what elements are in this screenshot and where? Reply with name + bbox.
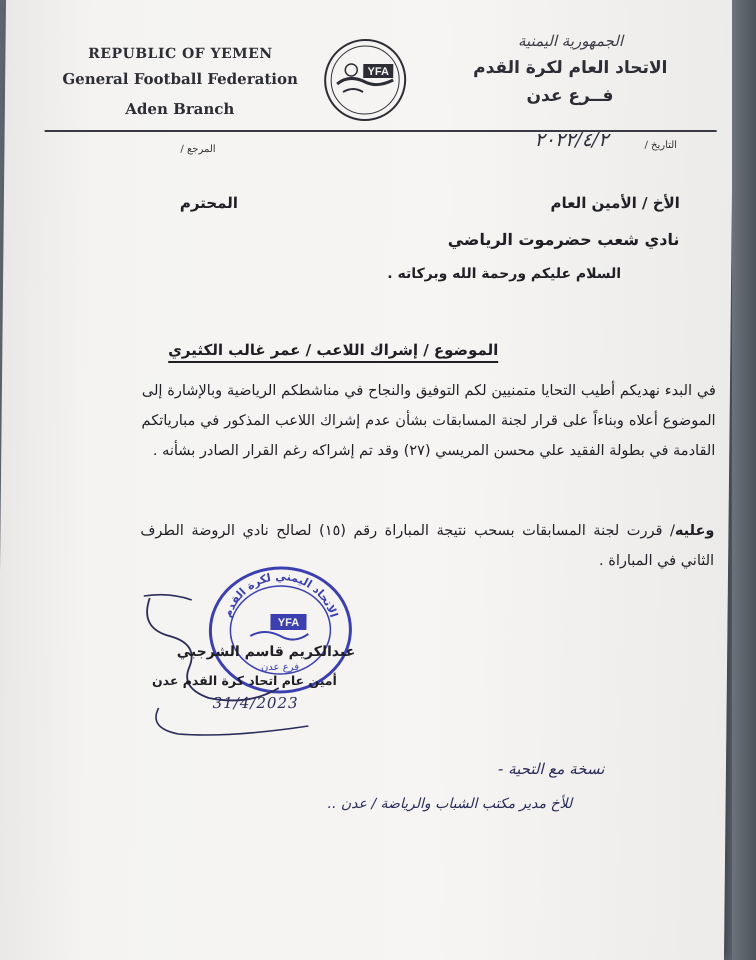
country-name-en: REPUBLIC OF YEMEN: [88, 46, 273, 62]
branch-name-en: Aden Branch: [125, 100, 235, 118]
subject-line: الموضوع / إشراك اللاعب / عمر غالب الكثيري: [168, 341, 498, 363]
paragraph-decision-text: / قررت لجنة المسابقات بسحب نتيجة المباراة رقم (١٥) لصالح نادي الروضة الطرف الثاني في المباراة .: [140, 523, 715, 569]
date-value: ٢٠٢٢/٤/٢: [534, 129, 609, 151]
country-name-ar: الجمهورية اليمنية: [517, 32, 624, 50]
copy-note: نسخة مع التحية -: [497, 760, 605, 778]
yfa-logo-icon: [323, 38, 408, 122]
signatory-title: أمين عام اتحاد كرة القدم عدن: [151, 673, 337, 688]
signature-date: 31/4/2023: [212, 694, 299, 712]
addressee-title: الأخ / الأمين العام: [550, 194, 680, 212]
header-english: [45, 46, 316, 118]
federation-name-ar: الاتحاد العام لكرة القدم: [473, 58, 668, 78]
body-paragraph-1: في البدء نهديكم أطيب التحايا متمنيين لكم التوفيق والنجاح في مناشطكم الرياضية وبالإشارة إلى الموضوع أعلاه وبناءاً على قرار لجنة المسابقات بشأن عدم إشراك اللاعب المذكور في مبارياتكم القادمة في بطولة الفقيد علي محسن المريسي (٢٧) وقد تم إشراكه رغم القرار الصادر بشأنه .: [141, 383, 716, 459]
svg-text:YFA: YFA: [367, 66, 390, 78]
copy-recipient: للأخ مدير مكتب الشباب والرياضة / عدن ..: [327, 796, 573, 812]
header-arabic: [425, 32, 716, 106]
background-edge: [732, 0, 756, 960]
stamp-center-text: YFA: [277, 617, 300, 629]
handwritten-signature-icon: [128, 588, 330, 748]
addressee-honorific: المحترم: [179, 194, 239, 212]
date-label: التاريخ /: [644, 140, 678, 151]
reference-label: المرجع /: [180, 144, 216, 155]
federation-name-en: General Football Federation: [62, 70, 299, 88]
greeting: السلام عليكم ورحمة الله وبركاته .: [387, 266, 622, 282]
header-divider: [45, 130, 717, 132]
stamp-ring-text: الاتحاد اليمني لكرة القدم: [220, 569, 341, 620]
addressee-club: نادي شعب حضرموت الرياضي: [447, 230, 680, 249]
signatory-name: عبدالكريم قاسم الشرجبي: [176, 644, 356, 660]
paragraph-lead-word: وعليه: [674, 523, 715, 539]
stamp-bottom-text: فرع عدن: [260, 662, 300, 673]
branch-name-ar: فــرع عدن: [526, 86, 614, 106]
